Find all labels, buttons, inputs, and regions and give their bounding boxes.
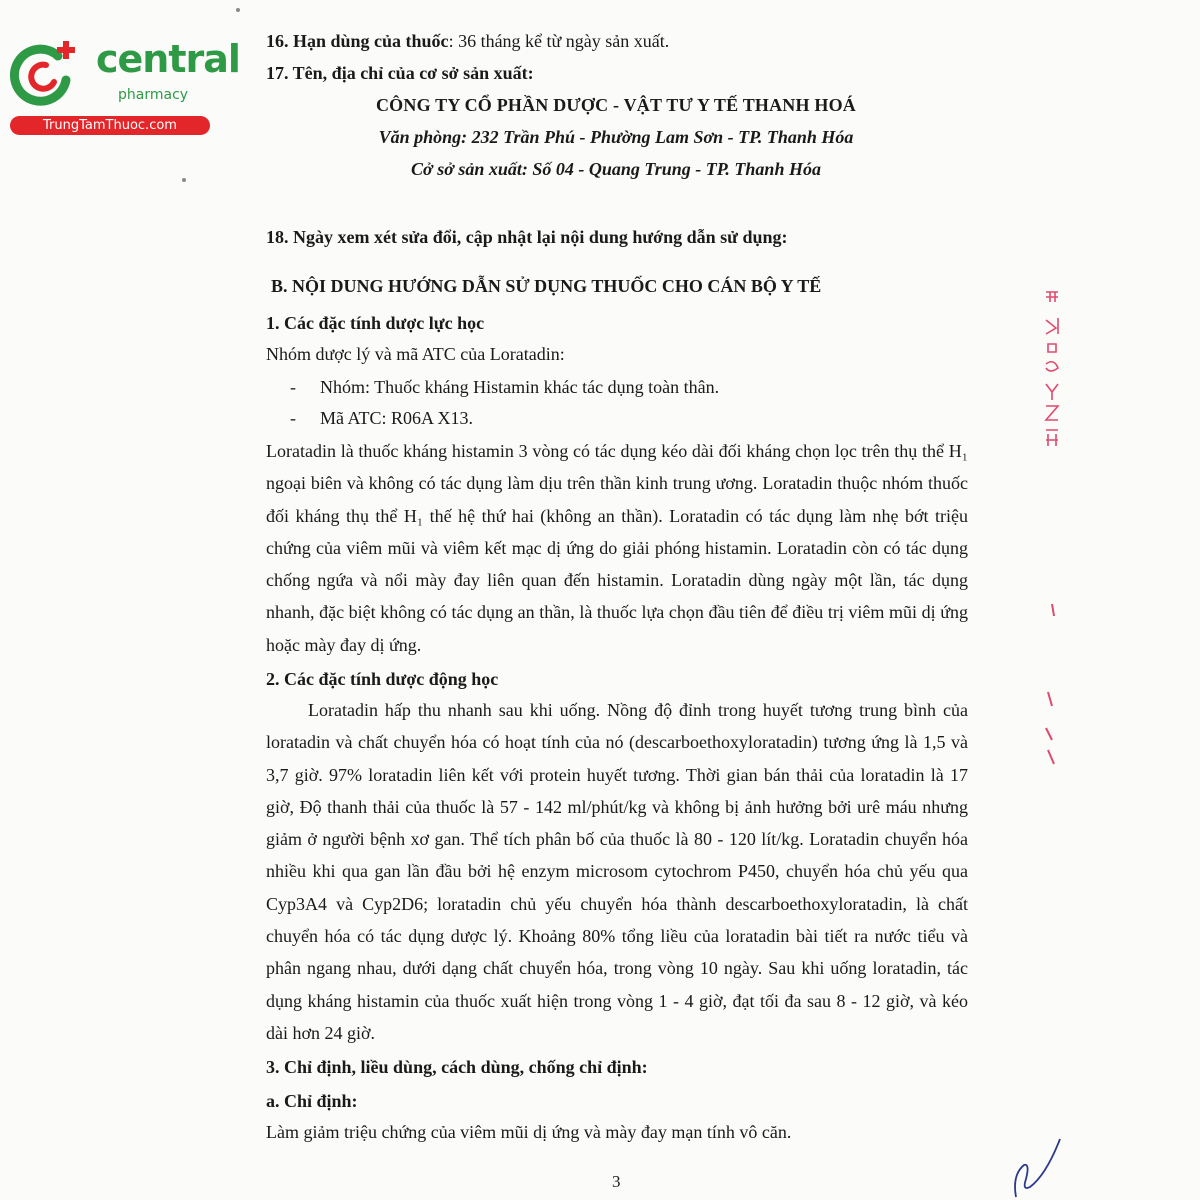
logo-url-badge[interactable]: TrungTamThuoc.com [10, 116, 210, 135]
section-3a-text: Làm giảm triệu chứng của viêm mũi dị ứng và mày đay mạn tính vô căn. [266, 1122, 792, 1142]
company-office-address: Văn phòng: 232 Trần Phú - Phường Lam Sơn - TP. Thanh Hóa [378, 127, 854, 147]
item-16-label: 16. Hạn dùng của thuốc [266, 31, 449, 51]
item-18-heading: 18. Ngày xem xét sửa đổi, cập nhật lại nội dung hướng dẫn sử dụng: [266, 227, 788, 247]
red-stamp-fragment-icon [1040, 288, 1064, 448]
section-1-intro: Nhóm dược lý và mã ATC của Loratadin: [266, 344, 565, 364]
logo-subtitle: pharmacy [118, 87, 189, 103]
section-2-paragraph [266, 694, 968, 1049]
item-16-text: : 36 tháng kể từ ngày sản xuất. [448, 31, 670, 51]
red-margin-marks-icon [1038, 600, 1062, 770]
section-1-bullet-1: - Nhóm: Thuốc kháng Histamin khác tác dụng toàn thân. [290, 377, 720, 397]
section-3a-heading: a. Chỉ định: [266, 1091, 358, 1111]
bullet-1-text: Nhóm: Thuốc kháng Histamin khác tác dụng toàn thân. [320, 377, 720, 397]
scan-speck [182, 178, 186, 182]
pharmacokinetics-text: Loratadin hấp thu nhanh sau khi uống. Nồng độ đỉnh trong huyết tương trung bình của loratadin và chất chuyển hóa có hoạt tính của nó (descarboethoxyloratadin) tương ứng là 1,5 và 3,7 giờ. 97% loratadin liên kết với protein huyết tương. Thời gian bán thải của loratadin là 17 giờ, Độ thanh thải của thuốc là 57 - 142 ml/phút/kg và không bị ảnh hưởng bởi urê máu nhưng giảm ở người bệnh xơ gan. Thể tích phân bố của thuốc là 80 - 120 lít/kg. Loratadin chuyển hóa nhiều khi qua gan lần đầu bởi hệ enzym microsom cytochrom P450, chuyển hóa chủ yếu qua Cyp3A4 và Cyp2D6; loratadin chủ yếu chuyển hóa thành descarboethoxyloratadin, là chất chuyển hóa có tác dụng dược lý. Khoảng 80% tổng liều của loratadin bài tiết ra nước tiểu và phân ngang nhau, dưới dạng chất chuyển hóa, trong vòng 10 ngày. Sau khi uống loratadin, tác dụng kháng histamin của thuốc xuất hiện trong vòng 1 - 4 giờ, đạt tối đa sau 8 - 12 giờ, và kéo dài hơn 24 giờ. [266, 700, 968, 1043]
section-3-heading: 3. Chỉ định, liều dùng, cách dùng, chống chỉ định: [266, 1057, 648, 1077]
page-number: 3 [612, 1172, 621, 1191]
bullet-2-text: Mã ATC: R06A X13. [320, 408, 474, 428]
section-1-bullet-2: - Mã ATC: R06A X13. [290, 408, 474, 428]
scan-speck [236, 8, 240, 12]
pharmacodynamics-text: Loratadin là thuốc kháng histamin 3 vòng có tác dụng kéo dài đối kháng chọn lọc trên thụ thể H₁ ngoại biên và không có tác dụng làm dịu trên thần kinh trung ương. Loratadin thuộc nhóm thuốc đối kháng thụ thể H₁ thế hệ thứ hai (không an thần). Loratadin có tác dụng làm nhẹ bớt triệu chứng của viêm mũi và viêm kết mạc dị ứng do giải phóng histamin. Loratadin còn có tác dụng chống ngứa và nổi mày đay liên quan đến histamin. Loratadin dùng ngày một lần, tác dụng nhanh, đặc biệt không có tác dụng an thần, là thuốc lựa chọn đầu tiên để điều trị viêm mũi dị ứng hoặc mày đay dị ứng. [266, 441, 968, 655]
item-16 [266, 30, 669, 52]
company-factory-address: Cở sở sản xuất: Số 04 - Quang Trung - TP. Thanh Hóa [411, 159, 821, 179]
section-b-title: B. NỘI DUNG HƯỚNG DẪN SỬ DỤNG THUỐC CHO CÁN BỘ Y TẾ [271, 276, 822, 296]
signature-icon [1008, 1135, 1068, 1200]
item-17-heading: 17. Tên, địa chỉ của cơ sở sản xuất: [266, 63, 534, 83]
pharmacy-logo-icon [10, 38, 82, 106]
section-1-heading: 1. Các đặc tính dược lực học [266, 313, 485, 333]
section-1-paragraph [266, 435, 968, 661]
logo-brand-name: central [96, 37, 240, 81]
central-pharmacy-logo[interactable] [10, 37, 240, 138]
section-2-heading: 2. Các đặc tính dược động học [266, 669, 499, 689]
company-name: CÔNG TY CỔ PHẦN DƯỢC - VẬT TƯ Y TẾ THANH HOÁ [375, 95, 857, 115]
